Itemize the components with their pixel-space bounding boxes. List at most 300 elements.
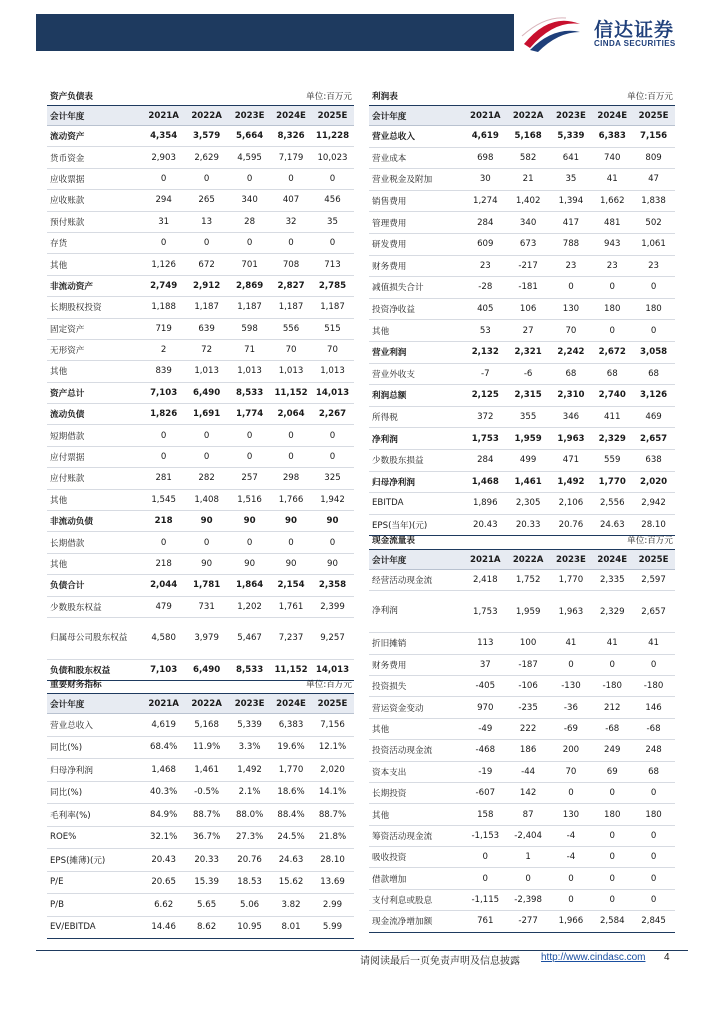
cell-value: 12.1% [311,736,354,759]
row-label: 管理费用 [369,212,464,234]
cell-value: 7,179 [271,147,311,168]
cell-value: 0 [632,868,675,889]
row-label: 财务费用 [369,654,464,675]
cell-value: 7,156 [311,714,354,737]
cell-value: 2,329 [592,591,632,633]
cell-value: 23 [592,255,632,277]
table-row [47,168,354,189]
cell-value: 5,664 [228,126,271,147]
cell-value: 265 [185,190,228,211]
cell-value: 970 [464,697,507,718]
cell-value: 70 [271,339,311,360]
cell-value: 1,274 [464,190,507,212]
table-header-row [47,106,354,126]
cell-value: 6,490 [185,659,228,680]
cell-value: 1,963 [550,591,593,633]
cell-value: 24.5% [271,826,311,849]
cell-value: 2,132 [464,341,507,363]
brand-name-cn: 信达证券 [594,19,675,41]
cell-value: 0 [228,168,271,189]
cell-value: 456 [311,190,354,211]
cell-value: 32 [271,211,311,232]
cell-value: -187 [507,654,550,675]
cell-value: 31 [142,211,185,232]
cell-value: 2,267 [311,404,354,425]
table-row [47,446,354,467]
cell-value: 142 [507,782,550,803]
table-row [369,341,675,363]
row-label: 无形资产 [47,339,142,360]
cell-value: 27.3% [228,826,271,849]
cell-value: 40.3% [142,781,185,804]
cell-value: 598 [228,318,271,339]
table-title-row [369,530,675,550]
table-header-row [369,550,675,570]
footer-divider [36,950,688,951]
cell-value: 1,770 [271,759,311,782]
table-title: 资产负债表 [47,86,228,106]
cell-value: 713 [311,254,354,275]
row-label: 应付账款 [47,468,142,489]
cell-value: 20.76 [228,849,271,872]
cell-value: 1,545 [142,489,185,510]
cell-value: 3,058 [632,341,675,363]
header-year: 2023E [550,550,593,570]
cell-value: 8,533 [228,382,271,403]
cell-value: 5.06 [228,894,271,917]
cell-value: 4,595 [228,147,271,168]
cell-value: 839 [142,361,185,382]
cell-value: 0 [142,232,185,253]
cell-value: 13 [185,211,228,232]
cell-value: 340 [507,212,550,234]
cell-value: 0 [632,320,675,342]
row-label: 归母净利润 [369,471,464,493]
cell-value: 212 [592,697,632,718]
row-label: 其他 [369,804,464,825]
cell-value: 556 [271,318,311,339]
cell-value: 609 [464,233,507,255]
row-label: 流动资产 [47,126,142,147]
row-label: 负债合计 [47,575,142,596]
cell-value: 84.9% [142,804,185,827]
cell-value: 257 [228,468,271,489]
cell-value: 2,845 [632,911,675,932]
row-label: ROE% [47,826,142,849]
cell-value: 2,305 [507,493,550,515]
cell-value: 1,752 [507,570,550,591]
header-banner [36,14,514,51]
cell-value: 1,516 [228,489,271,510]
row-label: 吸收投资 [369,847,464,868]
cell-value: 1,959 [507,591,550,633]
table-row [47,596,354,617]
table-row [47,404,354,425]
cell-value: 20.76 [550,514,593,536]
cell-value: 0 [271,446,311,467]
row-label: 所得税 [369,406,464,428]
header-year: 2023E [228,106,271,126]
cell-value: 0 [185,446,228,467]
cell-value: 1,013 [228,361,271,382]
header-year: 2022A [185,694,228,714]
cell-value: 23 [464,255,507,277]
table-row [369,804,675,825]
cell-value: 113 [464,633,507,654]
cell-value: -468 [464,740,507,761]
cell-value: 0 [550,277,593,299]
cell-value: 41 [592,169,632,191]
cell-value: 2,785 [311,275,354,296]
cell-value: -68 [592,718,632,739]
cell-value: 90 [185,553,228,574]
cell-value: 559 [592,449,632,471]
header-year: 2023E [228,694,271,714]
cell-value: 0 [550,889,593,910]
cell-value: 7,103 [142,659,185,680]
cell-value: 1,468 [142,759,185,782]
cell-value: -130 [550,675,593,696]
cell-value: 1,864 [228,575,271,596]
table-row [47,126,354,147]
header-label: 会计年度 [47,694,142,714]
row-label: 营业总收入 [47,714,142,737]
row-label: 投资净收益 [369,298,464,320]
cell-value: 35 [550,169,593,191]
cell-value: 701 [228,254,271,275]
cell-value: 90 [228,511,271,532]
cell-value: 2.99 [311,894,354,917]
cell-value: 20.43 [464,514,507,536]
cell-value: 180 [632,804,675,825]
table-row [47,532,354,553]
cell-value: 2,629 [185,147,228,168]
table-row [47,190,354,211]
cell-value: 2,106 [550,493,593,515]
table-row [369,889,675,910]
table-row [47,468,354,489]
cell-value: 2,064 [271,404,311,425]
income-grid [369,86,675,536]
cell-value: 2,020 [632,471,675,493]
table-row [47,339,354,360]
cell-value: 1,691 [185,404,228,425]
cell-value: 515 [311,318,354,339]
cell-value: 18.53 [228,871,271,894]
cashflow-grid [369,530,675,933]
cell-value: -36 [550,697,593,718]
cell-value: 30 [464,169,507,191]
table-row [369,675,675,696]
cell-value: 708 [271,254,311,275]
cell-value: 0 [550,868,593,889]
table-row [369,212,675,234]
row-label: 负债和股东权益 [47,659,142,680]
header-year: 2021A [142,694,185,714]
cell-value: 20.33 [507,514,550,536]
cell-value: 2,321 [507,341,550,363]
cell-value: 788 [550,233,593,255]
table-row [369,255,675,277]
cell-value: 719 [142,318,185,339]
cell-value: 3,979 [185,617,228,659]
cell-value: 0 [228,425,271,446]
cell-value: -4 [550,847,593,868]
cell-value: -44 [507,761,550,782]
cell-value: -2,398 [507,889,550,910]
header-year: 2021A [464,550,507,570]
row-label: P/B [47,894,142,917]
header-year: 2024E [271,694,311,714]
cell-value: 281 [142,468,185,489]
cell-value: 88.7% [311,804,354,827]
cell-value: -181 [507,277,550,299]
table-title-row [47,674,354,694]
cell-value: 180 [632,298,675,320]
table-row [47,425,354,446]
cell-value: 1,013 [311,361,354,382]
cell-value: 24.63 [271,849,311,872]
cell-value: 673 [507,233,550,255]
row-label: 预付账款 [47,211,142,232]
table-row [369,385,675,407]
cell-value: 672 [185,254,228,275]
cell-value: 249 [592,740,632,761]
header-year: 2023E [550,106,593,126]
table-title: 现金流量表 [369,530,550,550]
cell-value: 70 [550,320,593,342]
row-label: 借款增加 [369,868,464,889]
cell-value: 15.39 [185,871,228,894]
cell-value: 68 [632,363,675,385]
cell-value: -1,115 [464,889,507,910]
cell-value: -217 [507,255,550,277]
cell-value: 53 [464,320,507,342]
cell-value: 4,354 [142,126,185,147]
cell-value: 355 [507,406,550,428]
table-row [369,147,675,169]
row-label: 长期借款 [47,532,142,553]
cell-value: 0 [271,232,311,253]
header-label: 会计年度 [369,550,464,570]
row-label: 营业总收入 [369,126,464,148]
row-label: 同比(%) [47,781,142,804]
cell-value: 2,044 [142,575,185,596]
table-row [47,714,354,737]
cell-value: 479 [142,596,185,617]
cell-value: 0 [311,532,354,553]
cell-value: 2,657 [632,428,675,450]
cell-value: 11,228 [311,126,354,147]
cell-value: 1,013 [185,361,228,382]
table-row [47,826,354,849]
cell-value: 88.7% [185,804,228,827]
table-row [369,570,675,591]
cell-value: 2,903 [142,147,185,168]
cell-value: 69 [592,761,632,782]
footer-website-link[interactable]: http://www.cindasc.com [541,952,646,963]
table-row [369,277,675,299]
cell-value: 0 [311,425,354,446]
cell-value: 1 [507,847,550,868]
cell-value: 2,942 [632,493,675,515]
balance-sheet-table [47,86,354,681]
cell-value: 1,662 [592,190,632,212]
cell-value: 5,168 [185,714,228,737]
cell-value: 180 [592,298,632,320]
page-number: 4 [664,952,670,963]
row-label: 应收票据 [47,168,142,189]
cell-value: 0 [185,232,228,253]
cell-value: 0 [142,168,185,189]
header-year: 2024E [592,106,632,126]
cell-value: 5,339 [228,714,271,737]
cell-value: 90 [271,553,311,574]
table-row [369,911,675,932]
table-row [47,318,354,339]
cell-value: 11.9% [185,736,228,759]
cell-value: 0 [311,232,354,253]
table-row [47,275,354,296]
cell-value: 0 [185,425,228,446]
cell-value: 20.33 [185,849,228,872]
cell-value: 641 [550,147,593,169]
cell-value: 1,770 [550,570,593,591]
cell-value: 1,461 [507,471,550,493]
row-label: 毛利率(%) [47,804,142,827]
row-label: 支付利息或股息 [369,889,464,910]
cell-value: 346 [550,406,593,428]
table-row [47,617,354,659]
cell-value: 14,013 [311,382,354,403]
cell-value: 0 [592,320,632,342]
row-label: 筹资活动现金流 [369,825,464,846]
cell-value: -28 [464,277,507,299]
cell-value: 28 [228,211,271,232]
cell-value: 70 [550,761,593,782]
cell-value: 41 [592,633,632,654]
header-year: 2025E [632,106,675,126]
row-label: 货币资金 [47,147,142,168]
table-header-row [47,694,354,714]
row-label: 利润总额 [369,385,464,407]
cell-value: 417 [550,212,593,234]
cell-value: 90 [311,553,354,574]
cell-value: 27 [507,320,550,342]
cell-value: -607 [464,782,507,803]
cell-value: 0 [228,532,271,553]
cell-value: 284 [464,212,507,234]
cell-value: 469 [632,406,675,428]
cell-value: 2,329 [592,428,632,450]
cell-value: 218 [142,511,185,532]
table-row [369,233,675,255]
row-label: EPS(摊薄)(元) [47,849,142,872]
cell-value: 0 [142,532,185,553]
cell-value: 0 [228,446,271,467]
table-row [369,740,675,761]
table-row [369,591,675,633]
table-row [369,633,675,654]
cell-value: 68 [632,761,675,782]
row-label: 销售费用 [369,190,464,212]
table-row [47,759,354,782]
cell-value: 1,942 [311,489,354,510]
cell-value: -6 [507,363,550,385]
cell-value: 1,896 [464,493,507,515]
cell-value: 2,310 [550,385,593,407]
header-label: 会计年度 [369,106,464,126]
cell-value: 284 [464,449,507,471]
cell-value: 6,383 [271,714,311,737]
table-row [369,428,675,450]
cell-value: 3.3% [228,736,271,759]
table-row [369,126,675,148]
cell-value: 0 [550,782,593,803]
cell-value: 1,126 [142,254,185,275]
cell-value: 2,358 [311,575,354,596]
cell-value: 21 [507,169,550,191]
cell-value: 2,672 [592,341,632,363]
row-label: 营业税金及附加 [369,169,464,191]
cell-value: 18.6% [271,781,311,804]
row-label: 净利润 [369,591,464,633]
cell-value: 1,394 [550,190,593,212]
cell-value: 35 [311,211,354,232]
row-label: 少数股东损益 [369,449,464,471]
table-row [369,718,675,739]
header-year: 2025E [632,550,675,570]
cell-value: 90 [228,553,271,574]
cell-value: 638 [632,449,675,471]
cell-value: -106 [507,675,550,696]
cell-value: 222 [507,718,550,739]
row-label: 营业外收支 [369,363,464,385]
cell-value: 0 [185,532,228,553]
cell-value: 698 [464,147,507,169]
cell-value: 1,013 [271,361,311,382]
cell-value: 186 [507,740,550,761]
cell-value: 2,556 [592,493,632,515]
table-title-row [47,86,354,106]
row-label: 净利润 [369,428,464,450]
cell-value: 411 [592,406,632,428]
row-label: 经营活动现金流 [369,570,464,591]
cell-value: 761 [464,911,507,932]
cell-value: -0.5% [185,781,228,804]
table-row [369,761,675,782]
cell-value: 2,242 [550,341,593,363]
table-row [369,697,675,718]
cell-value: 639 [185,318,228,339]
cell-value: 3,126 [632,385,675,407]
cell-value: 1,461 [185,759,228,782]
cell-value: 1,408 [185,489,228,510]
row-label: 应收账款 [47,190,142,211]
cell-value: 2,597 [632,570,675,591]
cell-value: 47 [632,169,675,191]
cell-value: -49 [464,718,507,739]
cell-value: 1,202 [228,596,271,617]
table-row [47,575,354,596]
cell-value: 2,912 [185,275,228,296]
table-row [369,449,675,471]
cell-value: 4,580 [142,617,185,659]
cell-value: 740 [592,147,632,169]
table-row [47,297,354,318]
cell-value: 11,152 [271,659,311,680]
cell-value: 37 [464,654,507,675]
